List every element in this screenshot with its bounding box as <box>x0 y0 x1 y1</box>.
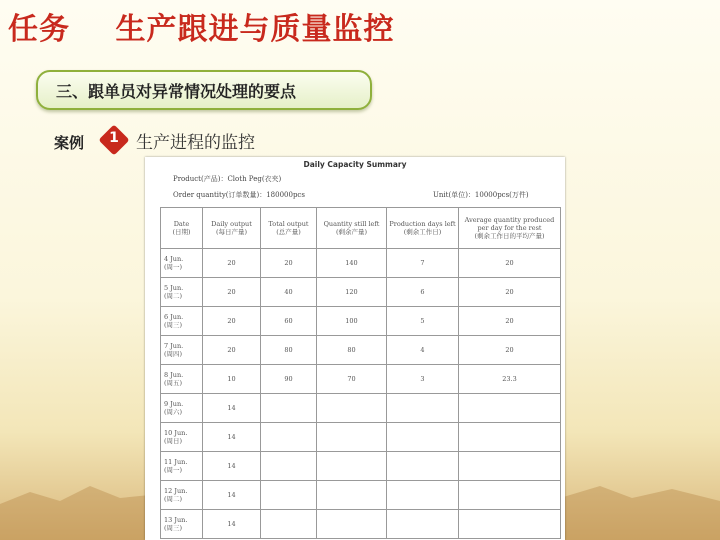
header-average-quantity: Average quantity produced per day for the rest (剩余工作日的平均产量) <box>459 208 561 249</box>
cell-daily: 20 <box>203 307 261 336</box>
cell-days <box>387 423 459 452</box>
cell-date: 12 Jun. (周二) <box>161 481 203 510</box>
cell-total <box>261 481 317 510</box>
cell-avg: 20 <box>459 249 561 278</box>
cell-daily: 20 <box>203 249 261 278</box>
table-row <box>161 481 561 510</box>
cell-total <box>261 423 317 452</box>
cell-daily: 10 <box>203 365 261 394</box>
cell-date: 13 Jun. (周三) <box>161 510 203 539</box>
table-row <box>161 452 561 481</box>
cell-days <box>387 452 459 481</box>
table-row <box>161 365 561 394</box>
cell-date: 8 Jun. (周五) <box>161 365 203 394</box>
cell-left <box>317 394 387 423</box>
cell-daily: 14 <box>203 510 261 539</box>
header-days-left: Production days left (剩余工作日) <box>387 208 459 249</box>
section-banner-text: 三、跟单员对异常情况处理的要点 <box>56 82 297 101</box>
cell-total: 90 <box>261 365 317 394</box>
table-row <box>161 423 561 452</box>
cell-daily: 14 <box>203 481 261 510</box>
cell-avg <box>459 423 561 452</box>
table-row <box>161 278 561 307</box>
cell-avg: 23.3 <box>459 365 561 394</box>
cell-left <box>317 452 387 481</box>
cell-avg: 20 <box>459 307 561 336</box>
cell-date: 6 Jun. (周三) <box>161 307 203 336</box>
cell-daily: 20 <box>203 336 261 365</box>
cell-days: 6 <box>387 278 459 307</box>
capacity-summary-document <box>145 157 565 540</box>
header-quantity-left: Quantity still left (剩余产量) <box>317 208 387 249</box>
case-number: 1 <box>109 130 119 146</box>
table-row <box>161 249 561 278</box>
cell-daily: 14 <box>203 423 261 452</box>
cell-days <box>387 481 459 510</box>
cell-left: 140 <box>317 249 387 278</box>
table-row <box>161 307 561 336</box>
table-header-row <box>161 208 561 249</box>
cell-days: 4 <box>387 336 459 365</box>
cell-daily: 14 <box>203 452 261 481</box>
cell-left <box>317 481 387 510</box>
cell-left <box>317 423 387 452</box>
cell-date: 11 Jun. (周一) <box>161 452 203 481</box>
doc-order-quantity: Order quantity(订单数量)：180000pcs <box>173 191 305 199</box>
cell-left: 120 <box>317 278 387 307</box>
cell-avg <box>459 481 561 510</box>
cell-date: 10 Jun. (周日) <box>161 423 203 452</box>
table-row <box>161 510 561 539</box>
cell-date: 4 Jun. (周一) <box>161 249 203 278</box>
cell-daily: 14 <box>203 394 261 423</box>
title-task: 任务 <box>8 12 70 47</box>
header-daily-output: Daily output (每日产量) <box>203 208 261 249</box>
cell-left <box>317 510 387 539</box>
section-banner <box>36 70 372 110</box>
cell-date: 5 Jun. (周二) <box>161 278 203 307</box>
cell-total: 60 <box>261 307 317 336</box>
cell-date: 7 Jun. (周四) <box>161 336 203 365</box>
cell-total: 20 <box>261 249 317 278</box>
cell-total: 80 <box>261 336 317 365</box>
capacity-table <box>160 207 561 539</box>
cell-avg: 20 <box>459 278 561 307</box>
cell-avg <box>459 394 561 423</box>
cell-date: 9 Jun. (周六) <box>161 394 203 423</box>
cell-total <box>261 510 317 539</box>
cell-total <box>261 452 317 481</box>
title-topic: 生产跟进与质量监控 <box>115 12 395 47</box>
doc-product: Product(产品)：Cloth Peg(衣夹) <box>173 175 282 183</box>
cell-days: 3 <box>387 365 459 394</box>
cell-left: 70 <box>317 365 387 394</box>
table-row <box>161 394 561 423</box>
cell-avg: 20 <box>459 336 561 365</box>
cell-left: 100 <box>317 307 387 336</box>
cell-days: 7 <box>387 249 459 278</box>
cell-days: 5 <box>387 307 459 336</box>
cell-days <box>387 510 459 539</box>
cell-daily: 20 <box>203 278 261 307</box>
header-total-output: Total output (总产量) <box>261 208 317 249</box>
cell-left: 80 <box>317 336 387 365</box>
cell-avg <box>459 510 561 539</box>
doc-unit: Unit(单位)：10000pcs(万件) <box>433 191 529 199</box>
case-title: 生产进程的监控 <box>136 133 255 153</box>
doc-title: Daily Capacity Summary <box>303 160 407 169</box>
palace-silhouette-left <box>0 480 150 540</box>
cell-total <box>261 394 317 423</box>
cell-days <box>387 394 459 423</box>
page-title <box>8 4 394 50</box>
header-date: Date (日期) <box>161 208 203 249</box>
palace-silhouette-right <box>560 480 720 540</box>
case-number-badge <box>100 126 128 154</box>
table-row <box>161 336 561 365</box>
case-label: 案例 <box>54 134 85 152</box>
cell-total: 40 <box>261 278 317 307</box>
cell-avg <box>459 452 561 481</box>
